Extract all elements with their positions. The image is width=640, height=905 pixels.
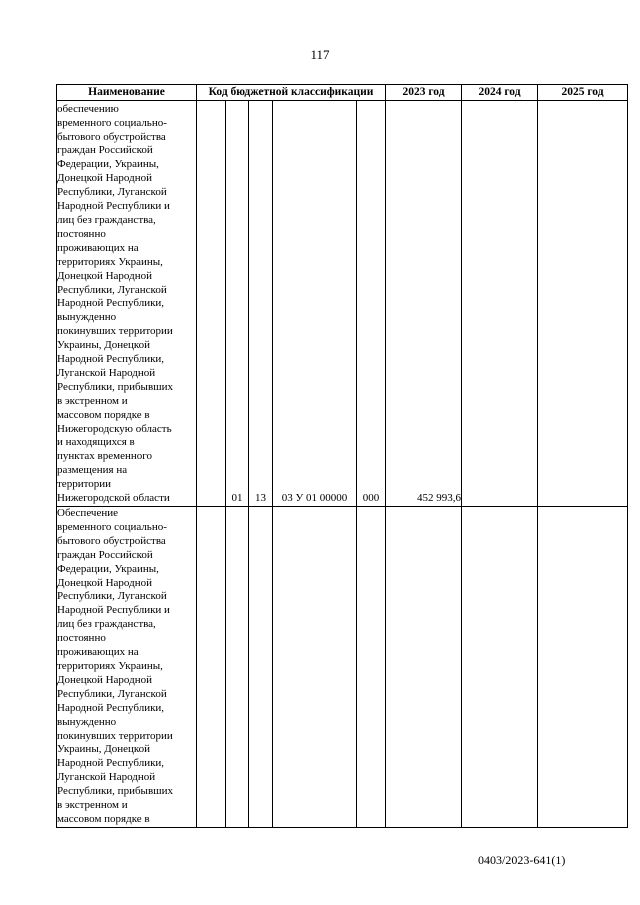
document-code: 0403/2023-641(1) xyxy=(478,853,566,867)
code-cell-1 xyxy=(197,507,226,828)
code-cell-section xyxy=(226,507,249,828)
row-name-cell xyxy=(57,507,197,828)
amount-2025 xyxy=(538,101,628,507)
amount-2023: 452 993,6 xyxy=(386,101,462,507)
row-name-cell xyxy=(57,101,197,507)
code-cell-target-article xyxy=(273,507,357,828)
header-2024: 2024 год xyxy=(462,85,538,101)
table-row xyxy=(57,101,628,507)
code-cell-target-article: 03 У 01 00000 xyxy=(273,101,357,507)
code-cell-subsection xyxy=(249,507,273,828)
header-code: Код бюджетной классификации xyxy=(197,85,386,101)
amount-2025 xyxy=(538,507,628,828)
code-cell-subsection: 13 xyxy=(249,101,273,507)
header-2025: 2025 год xyxy=(538,85,628,101)
row-name: Обеспечение временного социально- бытового обустройства граждан Российской Федерации, Украины, Донецкой Народной Республики, Луганской Народной Республики и лиц без гражданства, постоянно проживающих на территориях Украины, Донецкой Народной Республики, Луганской Народной Республики, вынужденно покинувших территории Украины, Донецкой Народной Республики, Луганской Народной Республики, прибывших в экстренном и массовом порядке в xyxy=(57,507,173,825)
header-2023: 2023 год xyxy=(386,85,462,101)
budget-table xyxy=(56,84,628,828)
amount-2023 xyxy=(386,507,462,828)
code-cell-expense-type: 000 xyxy=(357,101,386,507)
table-header-row xyxy=(57,85,628,101)
row-name: обеспечению временного социально- бытового обустройства граждан Российской Федерации, Украины, Донецкой Народной Республики, Луганской Народной Республики и лиц без гражданства, постоянно проживающих на территориях Украины, Донецкой Народной Республики, Луганской Народной Республики, вынужденно покинувших территории Украины, Донецкой Народной Республики, Луганской Народной Республики, прибывших в экстренном и массовом порядке в Нижегородскую область и находящихся в пунктах временного размещения на территории Нижегородской области xyxy=(57,102,173,505)
amount-2024 xyxy=(462,101,538,507)
amount-2024 xyxy=(462,507,538,828)
table-row xyxy=(57,507,628,828)
code-cell-section: 01 xyxy=(226,101,249,507)
code-cell-expense-type xyxy=(357,507,386,828)
header-name: Наименование xyxy=(57,85,197,101)
page-number: 117 xyxy=(310,47,330,62)
code-cell-1 xyxy=(197,101,226,507)
